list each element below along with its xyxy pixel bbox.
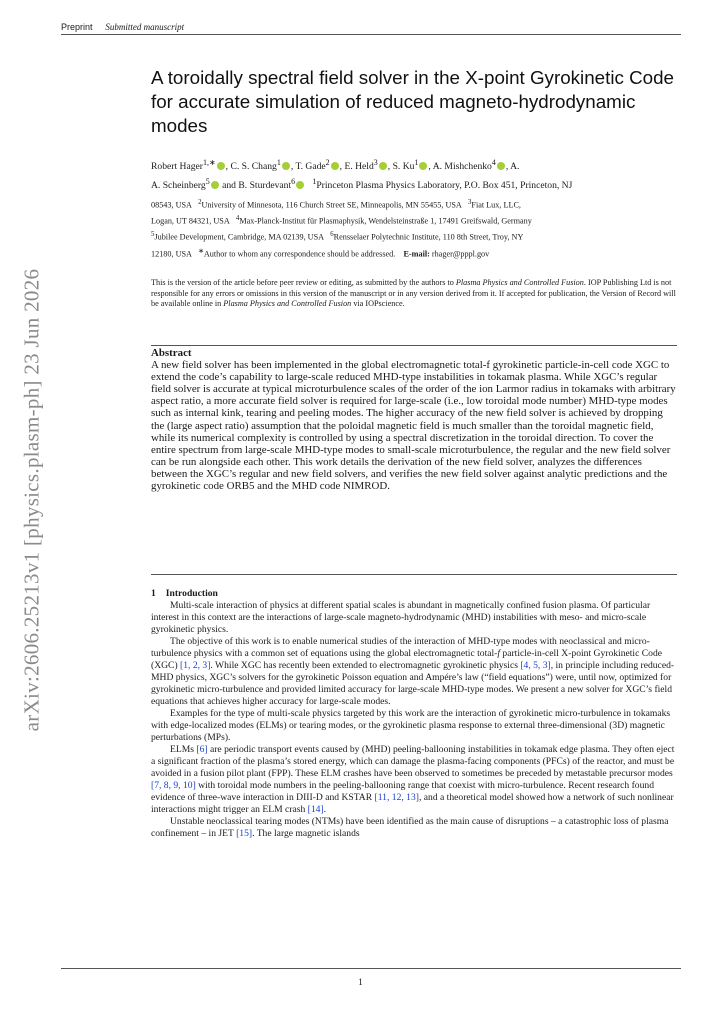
orcid-icon[interactable]: [211, 181, 219, 189]
preprint-label: Preprint: [61, 22, 93, 32]
footer-rule: [61, 968, 681, 969]
citation-link[interactable]: [14]: [307, 804, 324, 815]
arxiv-stamp: [16, 245, 48, 755]
orcid-icon[interactable]: [296, 181, 304, 189]
citation-link[interactable]: [6]: [196, 744, 208, 755]
section-heading: 1 Introduction: [151, 588, 218, 599]
author-sup: 6: [291, 177, 296, 187]
orcid-icon[interactable]: [217, 162, 225, 170]
note-text-2: . IOP Publishing Ltd is not responsible for any errors or omissions in this version of the manuscript or in any version derived from it. If accepted for publication, the Version of Record will be available online in: [151, 278, 676, 308]
paragraph: ELMs [6] are periodic transport events caused by (MHD) peeling-ballooning instabilities in tokamak edge plasma. They often eject a significant fraction of the plasma’s stored energy, which can damage the plasma-facing components (PFCs) of the reactor, and must be avoided in a fusion pilot plant (FPP). These ELM crashes have been observed to sometimes be preceded by metastable precursor modes [7, 8, 9, 10] with toroidal mode numbers in the peeling-ballooning range that coexist with micro-turbulence. Recent research found evidence of three-wave interaction in DIII-D and KSTAR [11, 12, 13], and a theoretical model showed how a network of such nonlinear interactions might trigger an ELM crash [14].: [151, 744, 675, 815]
paragraph: Examples for the type of multi-scale physics targeted by this work are the interaction of gyrokinetic micro-turbulence in tokamaks with edge-localized modes (ELMs) or tearing modes, or the gyrokinetic plasma response to external three-dimensional (3D) magnetic perturbations (MPs).: [151, 708, 671, 743]
author-sup: 5: [205, 177, 210, 187]
abstract: [151, 347, 677, 492]
author-sup: 1: [414, 158, 419, 167]
affiliation-6b: 12180, USA: [151, 249, 192, 259]
orcid-icon[interactable]: [331, 162, 339, 170]
author-sup: 2: [325, 158, 330, 167]
abstract-text: A new field solver has been implemented in the global electromagnetic total-f gyrokinetic particle-in-cell code XGC to extend the code’s capability to large-scale reduced MHD-type instabilities in tokamak plasma. While XGC’s regular field solver is accurate at typical microturbulence scales of the order of the ion Larmor radius in tokamaks with arbitrary aspect ratio, a more accurate field solver is required for large-scale (i.e., low toroidal mode number) MHD-type modes such as internal kink, tearing and peeling modes. The higher accuracy of the new field solver is achieved by dropping the (large aspect ratio) assumption that the poloidal magnetic field is much smaller than the toroidal magnetic field, while its numerical complexity is controlled by using a spectral discretization in the toroidal direction. To cover the entire spectrum from large-scale MHD-type modes to small-scale microturbulence, the regular and the new field solver can be run alongside each other. This work details the derivation of the new field solver, analyzes the differences between the XGC’s regular and new field solvers, and verifies the new field solver against analytic predictions and the gyrokinetic code ORB5 and the MHD code NIMROD.: [151, 359, 676, 493]
paragraph: Unstable neoclassical tearing modes (NTMs) have been identified as the main cause of disruptions – a catastrophic loss of plasma confinement – in JET [15]. The large magnetic islands: [151, 816, 669, 839]
correspondence-note: Author to whom any correspondence should be addressed.: [203, 249, 396, 259]
citation-link[interactable]: [4, 5, 3]: [520, 660, 551, 671]
citation-link[interactable]: [7, 8, 9, 10]: [151, 780, 196, 791]
orcid-icon[interactable]: [282, 162, 290, 170]
affiliation-6: Rensselaer Polytechnic Institute, 110 8th Street, Troy, NY: [333, 233, 524, 243]
author: A. Scheinberg: [151, 180, 206, 192]
paragraph: Multi-scale interaction of physics at different spatial scales is abundant in magnetically confined fusion plasma. Of particular interest in this context are the interactions of large-scale magneto-hydrodynamic (MHD) instabilities with meso- and micro-scale gyrokinetic physics.: [151, 600, 651, 635]
introduction-section: [151, 588, 677, 840]
citation-link[interactable]: [15]: [236, 828, 253, 839]
author: C. S. Chang: [230, 161, 277, 173]
abstract-bottom-rule: [151, 574, 677, 575]
submitted-label: Submitted manuscript: [105, 22, 185, 32]
author: T. Gade: [295, 161, 326, 173]
author-sup: 1,∗: [202, 158, 216, 167]
author: Robert Hager: [151, 161, 203, 173]
orcid-icon[interactable]: [379, 162, 387, 170]
author: B. Sturdevant: [238, 180, 292, 192]
citation-link[interactable]: [11, 12, 13]: [374, 792, 419, 803]
author-sup: 3: [373, 158, 378, 167]
arxiv-stamp-text: arXiv:2606.25213v1 [physics.plasm-ph] 23 Jun 2026: [19, 268, 44, 732]
citation-link[interactable]: [1, 2, 3]: [180, 660, 211, 671]
email-link[interactable]: rhager@pppl.gov: [431, 249, 490, 259]
author: E. Held: [344, 161, 374, 173]
orcid-icon[interactable]: [497, 162, 505, 170]
affiliation-2: University of Minnesota, 116 Church Street SE, Minneapolis, MN 55455, USA: [201, 200, 462, 210]
author: A. Mishchenko: [432, 161, 492, 173]
affiliation-3: Fiat Lux, LLC,: [471, 200, 521, 210]
header-rule: [61, 34, 681, 35]
affiliation-1: Princeton Plasma Physics Laboratory, P.O. Box 451, Princeton, NJ: [316, 180, 573, 192]
orcid-icon[interactable]: [419, 162, 427, 170]
publisher-note: [151, 278, 677, 310]
abstract-heading: Abstract: [151, 347, 192, 359]
note-text-1: This is the version of the article before peer review or editing, as submitted by the authors to: [151, 278, 456, 287]
journal-name: Plasma Physics and Controlled Fusion: [455, 278, 584, 287]
affiliation-4: Max-Planck-Institut für Plasmaphysik, Wendelsteinstraße 1, 17491 Greifswald, Germany: [239, 216, 532, 226]
affiliation-5: Jubilee Development, Cambridge, MA 02139, USA: [154, 233, 325, 243]
journal-name: Plasma Physics and Controlled Fusion: [223, 299, 352, 308]
abstract-top-rule: [151, 345, 677, 346]
author-sup: 1: [276, 158, 281, 167]
affiliations: 08543, USA $^2$University of Minnesota, 116 Church Street SE, Minneapolis, MN 55455, USA $^3$Fiat Lux, LLC, Logan, UT 84321, USA $^4$Max-Planck-Institut für Plasmaphysik, Wendelsteinstraße 1, 17491 Greifswald, Germany $^5$Jubilee Development, Cambridge, MA 02139, USA $^6$Rensselaer Polytechnic Institute, 110 8th Street, Troy, NY 12180, USA ∗Author to whom any correspondence should be addressed. E-mail: rhager@pppl.gov: [151, 199, 532, 259]
paragraph: The objective of this work is to enable numerical studies of the interaction of MHD-type modes with neoclassical and micro-turbulence physics with a common set of equations using the global electromagnetic total-f particle-in-cell X-point Gyrokinetic Code (XGC) [1, 2, 3]. While XGC has recently been extended to electromagnetic gyrokinetic physics [4, 5, 3], in principle including reduced-MHD physics, XGC’s solvers for the gyrokinetic Poisson equation and Ampére’s law (“field equations”) were, until now, optimized for gyrokinetic micro-turbulence and provided limited accuracy for large-scale MHD-type modes. We present a new solver for XGC’s field equations that achieves higher accuracy for large-scale modes.: [151, 636, 675, 707]
author-list: Robert Hager$^{1,∗}$ , C. S. Chang$^1$ , T. Gade$^2$ , E. Held$^3$ , S. Ku$^1$ , A. Mishchenko$^4$ , A. A. Scheinberg$^5$ and B. Sturdevant$^6$ $^1$Princeton Plasma Physics Laboratory, P.O. Box 451, Princeton, NJ: [151, 158, 573, 192]
paper-title: A toroidally spectral field solver in the X-point Gyrokinetic Code for accurate simulation of reduced magneto-hydrodynamic modes: [151, 67, 674, 136]
author-sup: 4: [491, 158, 496, 167]
email-label: E-mail:: [403, 249, 430, 259]
running-header: [61, 22, 184, 33]
note-text-3: via IOPscience.: [351, 299, 405, 308]
page-number: 1: [358, 978, 363, 988]
affiliation-3b: Logan, UT 84321, USA: [151, 216, 230, 226]
affiliation-1b: 08543, USA: [151, 200, 192, 210]
author: S. Ku: [392, 161, 415, 173]
